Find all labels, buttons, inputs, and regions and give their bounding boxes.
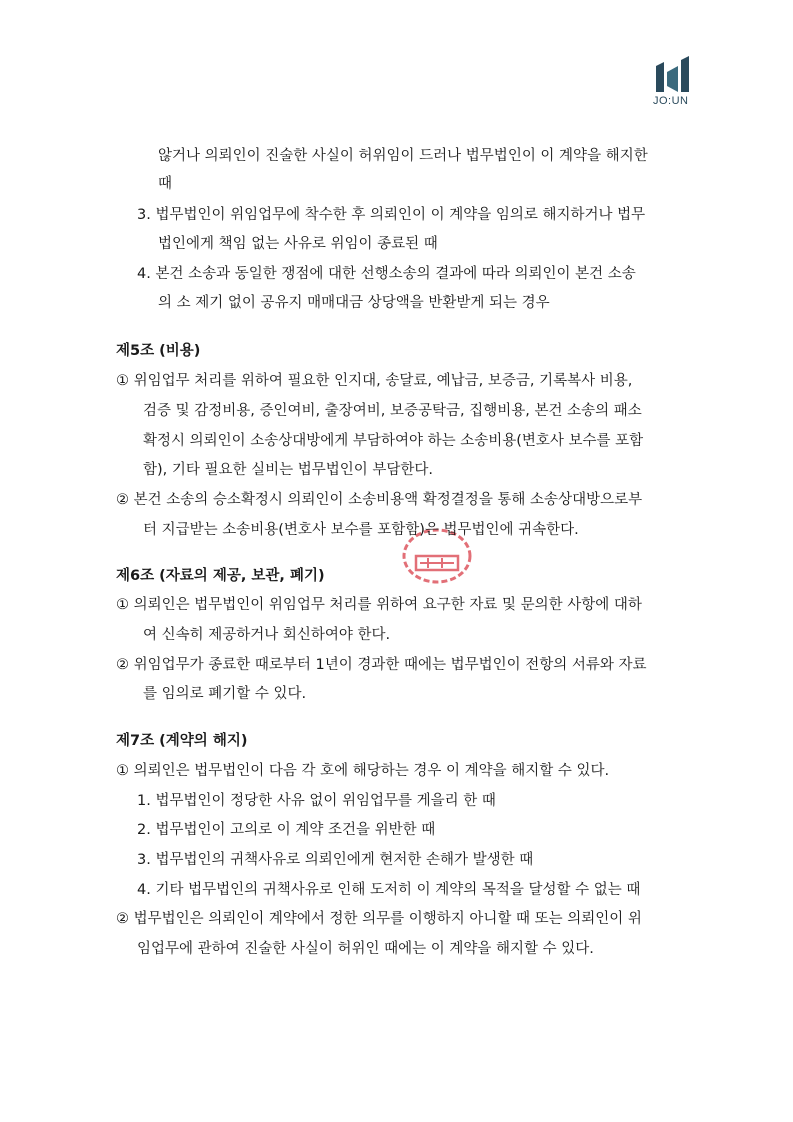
article-6-heading: 제6조 (자료의 제공, 보관, 폐기) — [116, 568, 325, 584]
text-line: 법인에게 책임 없는 사유로 위임이 종료된 때 — [158, 236, 438, 252]
text-line: ② 본건 소송의 승소확정시 의뢰인이 소송비용액 확정결정을 통해 소송상대방으로부 — [116, 492, 643, 508]
text-line: 4. 기타 법무법인의 귀책사유로 인해 도저히 이 계약의 목적을 달성할 수 없는 때 — [137, 882, 641, 898]
text-line: 않거나 의뢰인이 진술한 사실이 허위임이 드러나 법무법인이 이 계약을 해지한 — [158, 148, 648, 164]
text-line: 를 임의로 폐기할 수 있다. — [143, 686, 307, 702]
article-5-heading: 제5조 (비용) — [116, 343, 201, 359]
text-line: 함), 기타 필요한 실비는 법무법인이 부담한다. — [143, 462, 434, 478]
text-line: 3. 법무법인의 귀책사유로 의뢰인에게 현저한 손해가 발생한 때 — [137, 852, 534, 868]
text-line: 때 — [158, 176, 173, 192]
text-line: 1. 법무법인이 정당한 사유 없이 위임업무를 게을리 한 때 — [137, 793, 496, 809]
text-line: 확정시 의뢰인이 소송상대방에게 부담하여야 하는 소송비용(변호사 보수를 포함 — [143, 433, 644, 449]
text-line: 2. 법무법인이 고의로 이 계약 조건을 위반한 때 — [137, 822, 436, 838]
text-line: 여 신속히 제공하거나 회신하여야 한다. — [143, 627, 391, 643]
article-7-heading: 제7조 (계약의 해지) — [116, 733, 248, 749]
text-line: ① 의뢰인은 법무법인이 위임업무 처리를 위하여 요구한 자료 및 문의한 사항에 대하 — [116, 597, 642, 613]
text-line: ① 의뢰인은 법무법인이 다음 각 호에 해당하는 경우 이 계약을 해지할 수 있다. — [116, 763, 610, 779]
text-line: ① 위임업무 처리를 위하여 필요한 인지대, 송달료, 예납금, 보증금, 기록복사 비용, — [116, 373, 633, 389]
text-line: 3. 법무법인이 위임업무에 착수한 후 의뢰인이 이 계약을 임의로 해지하거나 법무 — [137, 207, 646, 223]
text-line: 검증 및 감정비용, 증인여비, 출장여비, 보증공탁금, 집행비용, 본건 소송의 패소 — [143, 403, 642, 419]
text-line: 터 지급받는 소송비용(변호사 보수를 포함함)은 법무법인에 귀속한다. — [143, 522, 579, 538]
text-line: ② 위임업무가 종료한 때로부터 1년이 경과한 때에는 법무법인이 전항의 서류와 자료 — [116, 657, 647, 673]
text-line: ② 법무법인은 의뢰인이 계약에서 정한 의무를 이행하지 아니할 때 또는 의뢰인이 위 — [116, 911, 642, 927]
text-line: 의 소 제기 없이 공유지 매매대금 상당액을 반환받게 되는 경우 — [158, 295, 550, 311]
text-line: 임업무에 관하여 진술한 사실이 허위인 때에는 이 계약을 해지할 수 있다. — [137, 941, 594, 957]
text-line: 4. 본건 소송과 동일한 쟁점에 대한 선행소송의 결과에 따라 의뢰인이 본건 소송 — [137, 266, 636, 282]
logo-text: JO:UN — [653, 95, 689, 107]
